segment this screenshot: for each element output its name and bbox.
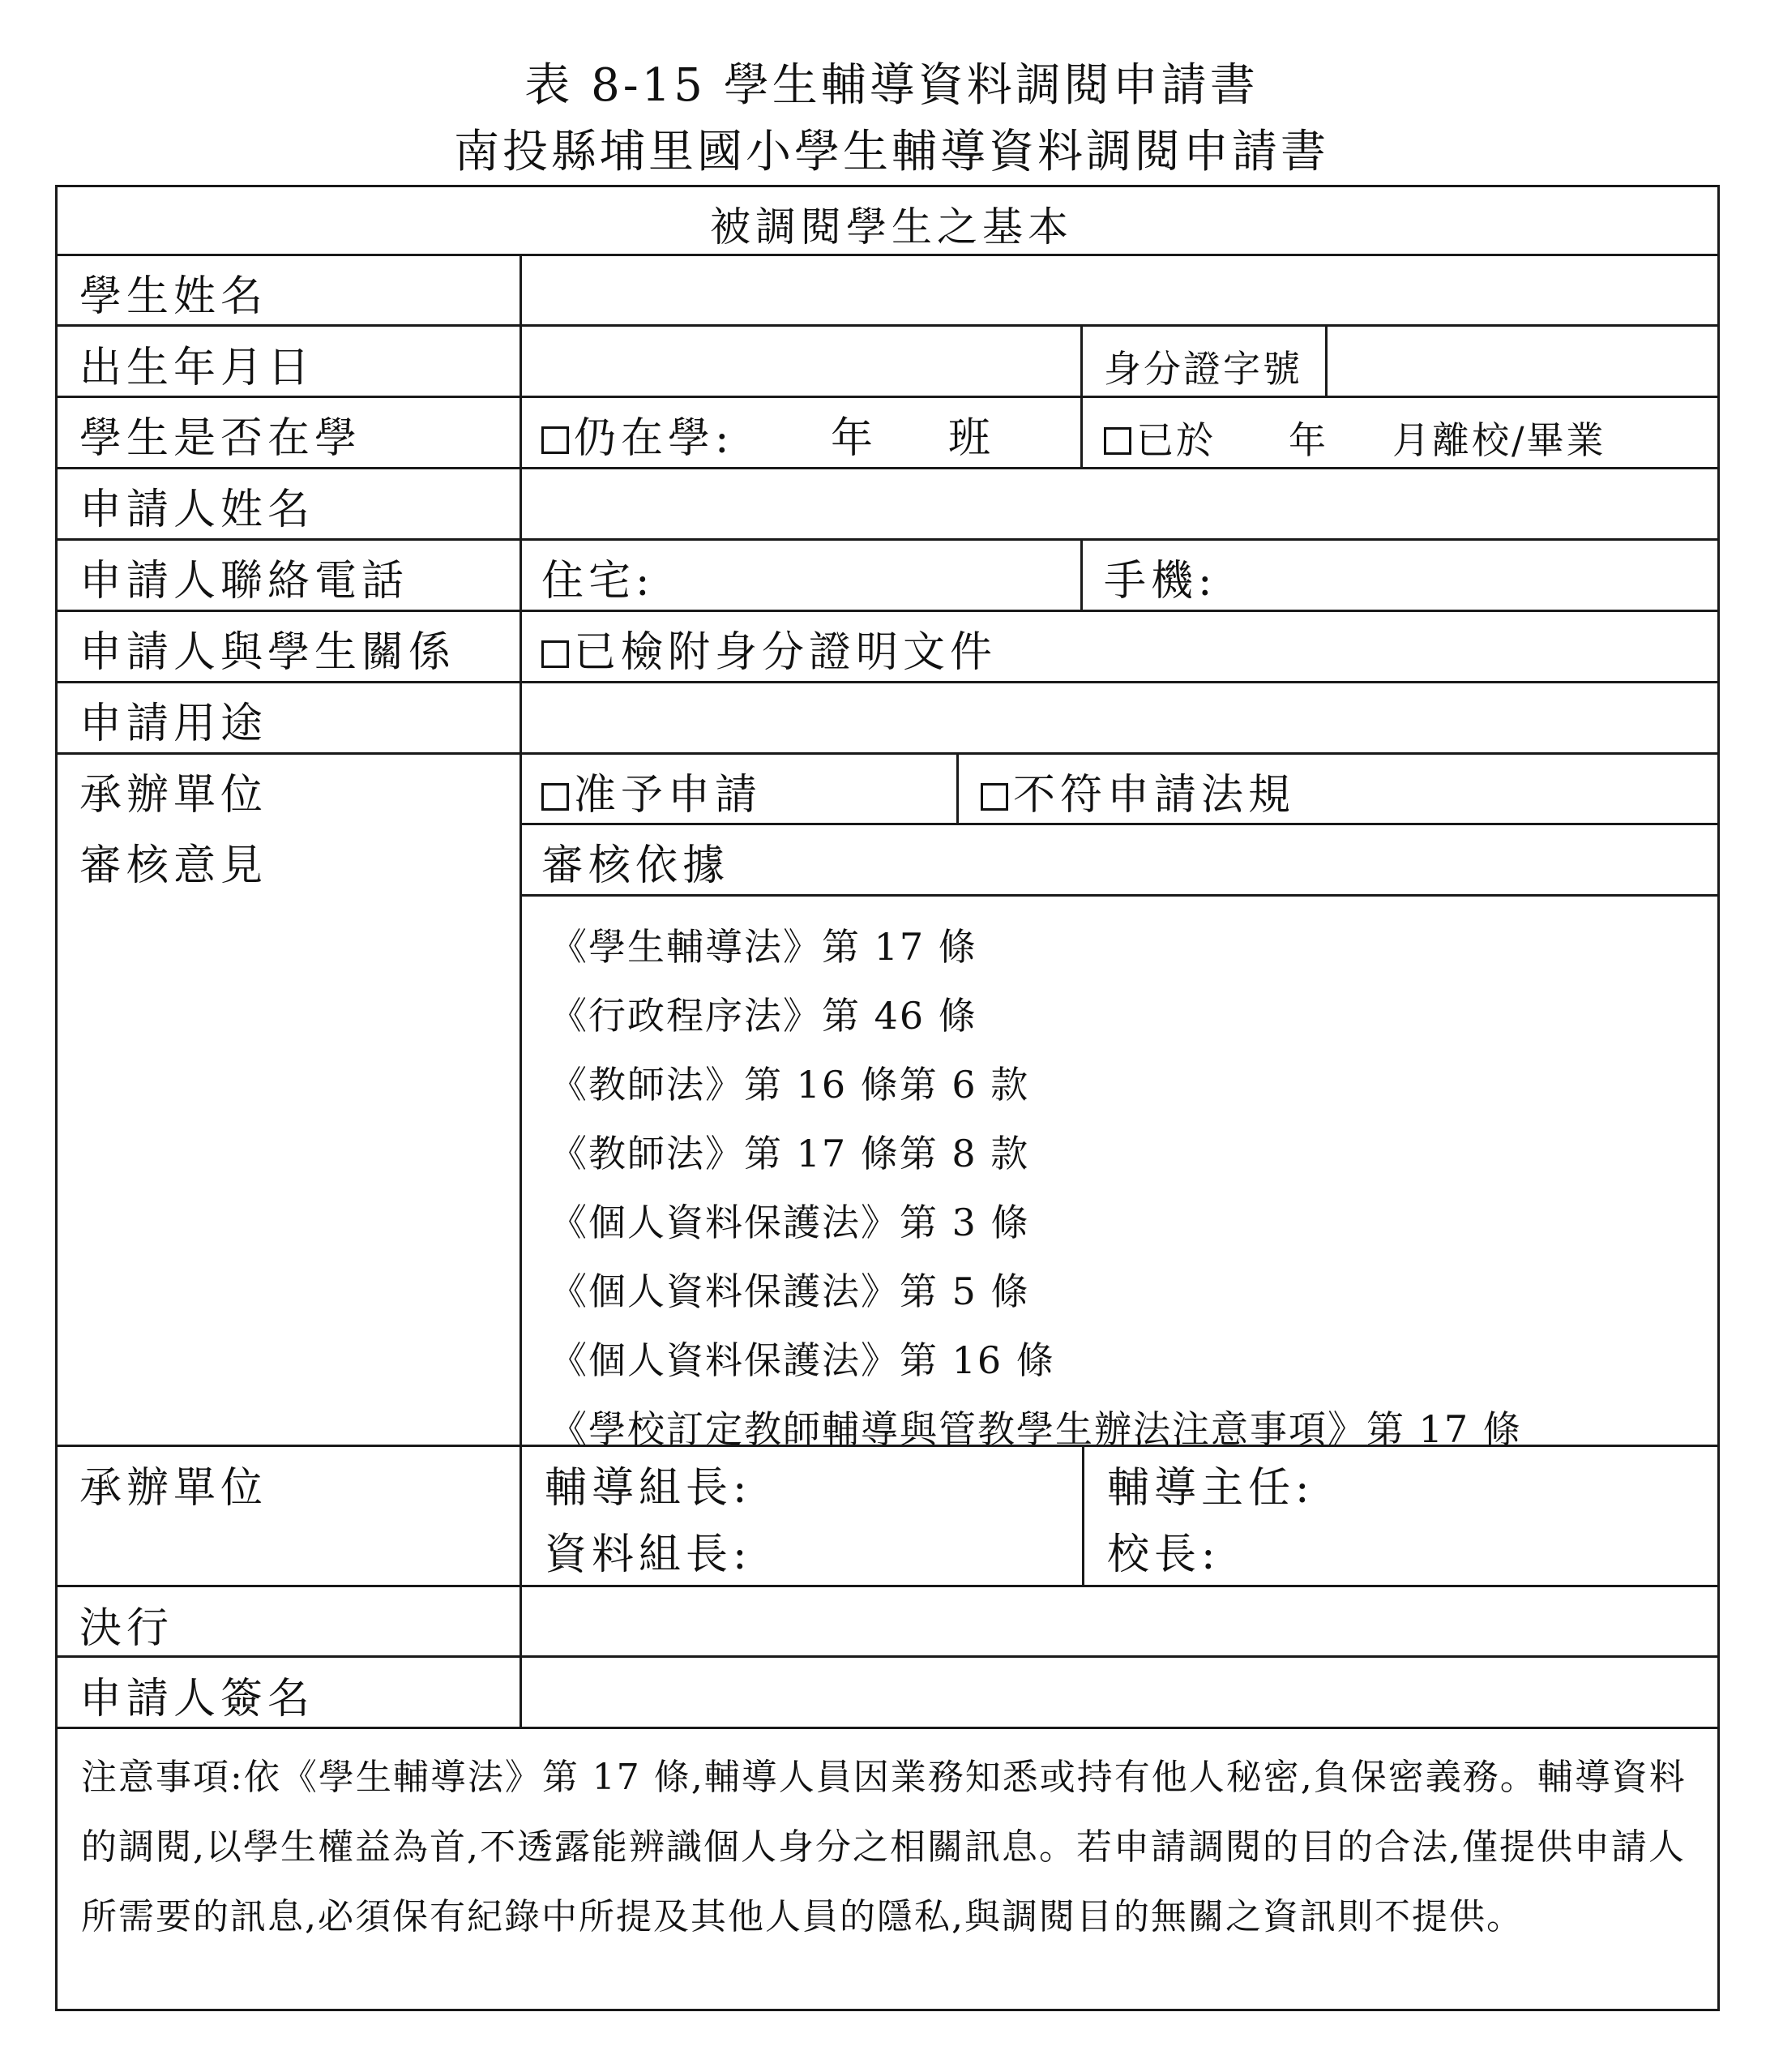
left-school-month-label: 月離校/畢業 — [1392, 418, 1606, 462]
year-label: 年 — [831, 414, 879, 463]
principal-label: 校長: — [1107, 1530, 1221, 1579]
still-in-school-option[interactable] — [541, 414, 734, 463]
law-item: 《學生輔導法》第 17 條 — [549, 925, 977, 969]
left-school-year-label: 年 — [1289, 418, 1328, 462]
label-review-unit: 承辦單位 — [79, 771, 268, 820]
approve-option[interactable] — [541, 771, 763, 820]
left-school-checkbox[interactable] — [1104, 427, 1131, 455]
approve-label: 准予申請 — [574, 771, 763, 820]
still-in-school-label: 仍在學: — [574, 414, 734, 463]
law-item: 《教師法》第 17 條第 8 款 — [549, 1132, 1030, 1175]
reject-checkbox[interactable] — [981, 783, 1008, 811]
review-basis-label: 審核依據 — [541, 841, 730, 890]
label-student-name: 學生姓名 — [79, 272, 268, 321]
left-school-option[interactable] — [1104, 418, 1216, 462]
law-item: 《個人資料保護法》第 16 條 — [549, 1338, 1055, 1382]
mobile-phone-label: 手機: — [1104, 557, 1217, 606]
counseling-leader-label: 輔導組長: — [545, 1464, 752, 1513]
law-item: 《個人資料保護法》第 3 條 — [549, 1201, 1030, 1244]
counseling-director-label: 輔導主任: — [1107, 1464, 1315, 1513]
section-header: 被調閱學生之基本 — [710, 203, 1073, 250]
id-docs-option[interactable] — [541, 628, 998, 677]
label-applicant-name: 申請人姓名 — [79, 486, 315, 534]
reject-label: 不符申請法規 — [1013, 771, 1296, 820]
approve-checkbox[interactable] — [541, 783, 569, 811]
label-review-opinion: 審核意見 — [79, 841, 268, 890]
id-docs-checkbox[interactable] — [541, 640, 569, 668]
label-id-number: 身分證字號 — [1104, 347, 1302, 391]
left-school-label: 已於 — [1136, 418, 1216, 462]
label-purpose: 申請用途 — [79, 700, 268, 748]
label-applicant-phone: 申請人聯絡電話 — [79, 557, 409, 606]
label-in-school: 學生是否在學 — [79, 414, 362, 463]
reject-option[interactable] — [981, 771, 1296, 820]
law-item: 《學校訂定教師輔導與管教學生辦法注意事項》第 17 條 — [549, 1407, 1522, 1451]
id-docs-label: 已檢附身分證明文件 — [574, 628, 998, 677]
still-in-school-checkbox[interactable] — [541, 426, 569, 454]
data-leader-label: 資料組長: — [545, 1530, 752, 1579]
notice-text: 注意事項:依《學生輔導法》第 17 條,輔導人員因業務知悉或持有他人秘密,負保密義務。輔導資料的調閱,以學生權益為首,不透露能辨識個人身分之相關訊息。若申請調閱的目的合法,僅提供申請人所需要的訊息,必須保有紀錄中所提及其他人員的隱私,與調閱目的無關之資訊則不提供。 — [81, 1757, 1687, 1937]
label-handling-unit: 承辦單位 — [79, 1464, 268, 1513]
label-relationship: 申請人與學生關係 — [79, 628, 456, 677]
class-label: 班 — [948, 414, 996, 463]
form-title: 南投縣埔里國小學生輔導資料調閱申請書 — [454, 126, 1329, 178]
label-decision: 決行 — [79, 1604, 174, 1653]
home-phone-label: 住宅: — [541, 557, 655, 606]
document-title: 表 8-15 學生輔導資料調閱申請書 — [524, 59, 1259, 112]
law-item: 《個人資料保護法》第 5 條 — [549, 1269, 1030, 1313]
law-item: 《行政程序法》第 46 條 — [549, 994, 977, 1038]
law-item: 《教師法》第 16 條第 6 款 — [549, 1063, 1030, 1107]
label-applicant-signature: 申請人簽名 — [79, 1675, 315, 1723]
label-birth-date: 出生年月日 — [79, 344, 315, 392]
